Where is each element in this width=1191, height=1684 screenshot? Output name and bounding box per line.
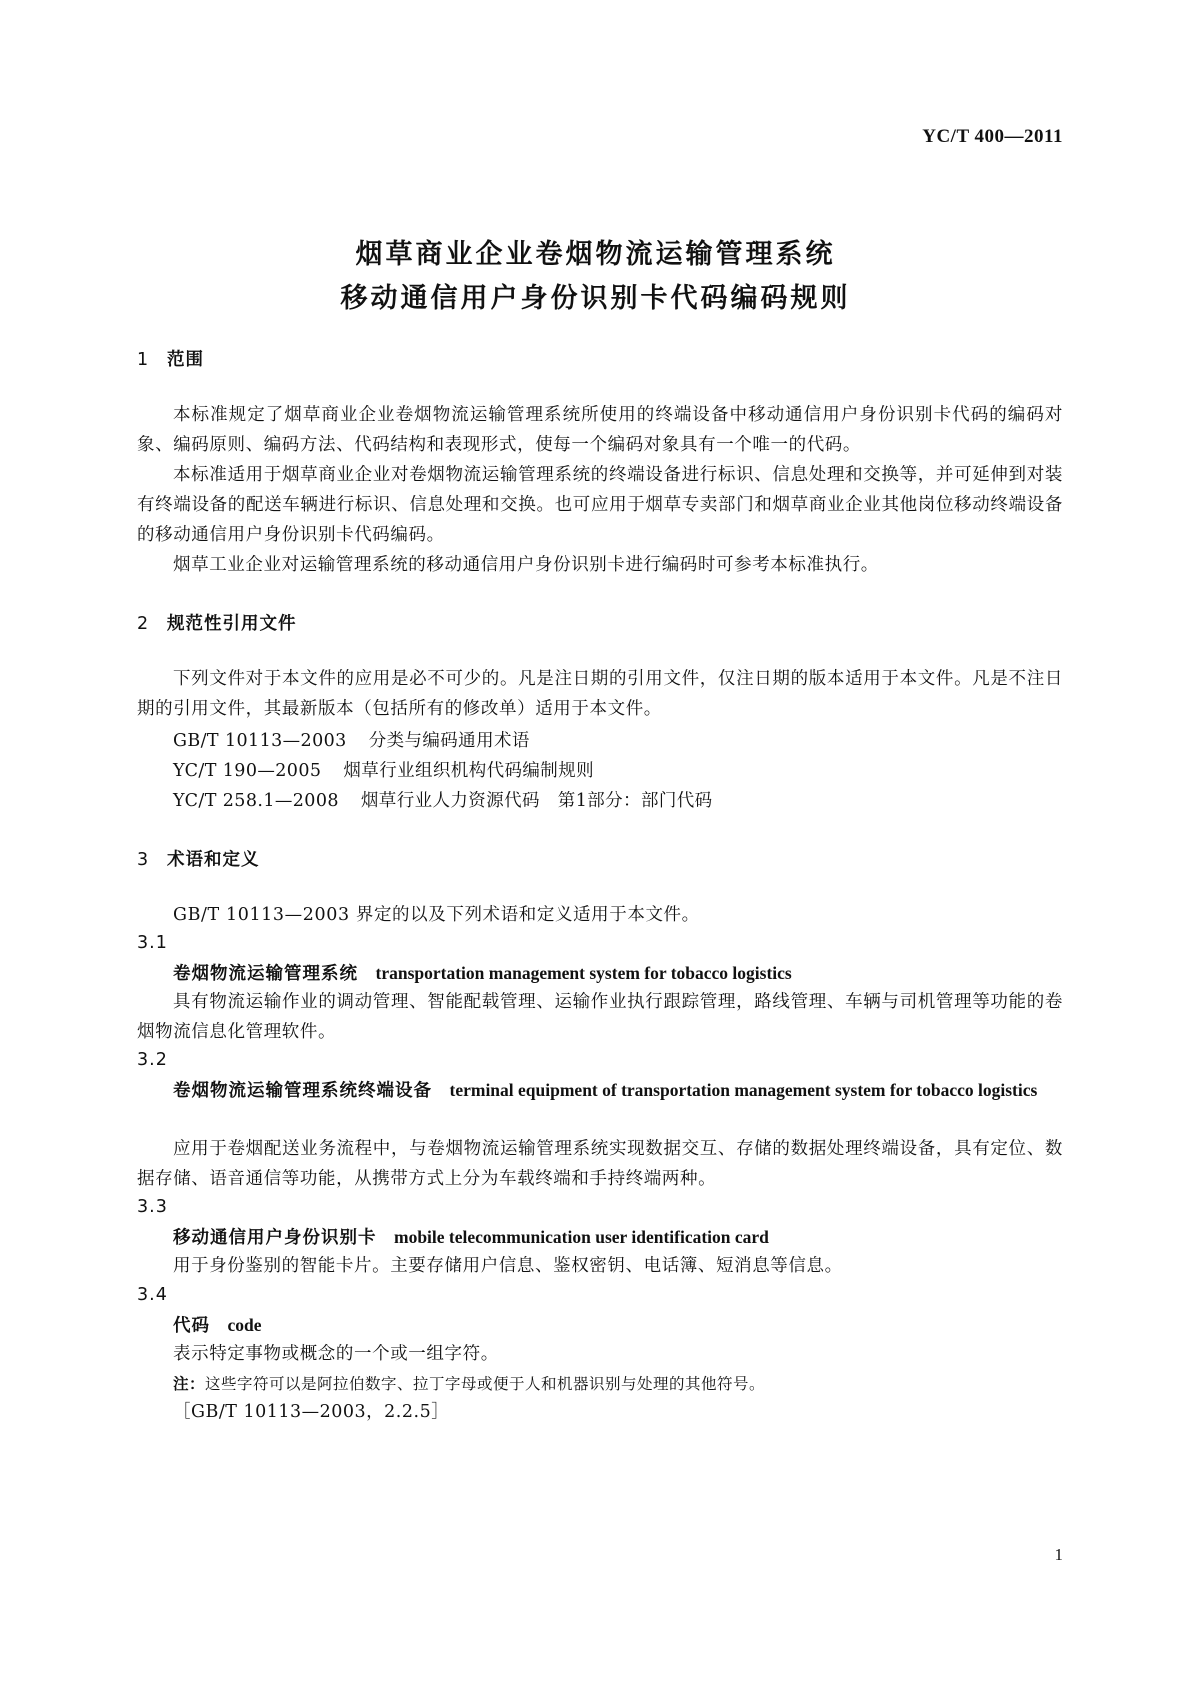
- reference-code: GB/T 10113—2003: [173, 731, 347, 751]
- reference-item: [173, 727, 530, 752]
- section-title: 规范性引用文件: [167, 614, 297, 634]
- term-english: code: [227, 1315, 262, 1335]
- section-1-paragraph-1: 本标准规定了烟草商业企业卷烟物流运输管理系统所使用的终端设备中移动通信用户身份识别卡代码的编码对象、编码原则、编码方法、代码结构和表现形式，使每一个编码对象具有一个唯一的代码。: [137, 405, 1063, 455]
- term-english: terminal equipment of transportation management system for tobacco logistics: [449, 1080, 1038, 1100]
- section-2-paragraph-1: 下列文件对于本文件的应用是必不可少的。凡是注日期的引用文件，仅注日期的版本适用于本文件。凡是不注日期的引用文件，其最新版本（包括所有的修改单）适用于本文件。: [137, 669, 1063, 719]
- document-title-line1: 烟草商业企业卷烟物流运输管理系统: [355, 239, 836, 270]
- term-heading: [137, 1222, 1063, 1253]
- reference-title: 烟草行业人力资源代码 第1部分：部门代码: [360, 791, 713, 811]
- term-heading: [137, 1075, 1063, 1106]
- term-definition: 具有物流运输作业的调动管理、智能配载管理、运输作业执行跟踪管理，路线管理、车辆与司机管理等功能的卷烟物流信息化管理软件。: [137, 992, 1063, 1042]
- term-heading: [137, 1310, 1063, 1341]
- term-definition: 应用于卷烟配送业务流程中，与卷烟物流运输管理系统实现数据交互、存储的数据处理终端设备，具有定位、数据存储、语音通信等功能，从携带方式上分为车载终端和手持终端两种。: [137, 1139, 1063, 1189]
- section-1-paragraph-3: 烟草工业企业对运输管理系统的移动通信用户身份识别卡进行编码时可参考本标准执行。: [173, 555, 879, 575]
- reference-code: YC/T 190—2005: [173, 761, 322, 781]
- term-source: ［GB/T 10113—2003，2.2.5］: [173, 1402, 450, 1422]
- term-number: 3.3: [137, 1197, 168, 1217]
- term-number: 3.4: [137, 1285, 168, 1305]
- reference-title: 分类与编码通用术语: [368, 731, 530, 751]
- note-label: 注：: [173, 1375, 206, 1393]
- term-english: mobile telecommunication user identification card: [394, 1227, 769, 1247]
- term-english: transportation management system for tobacco logistics: [375, 963, 792, 983]
- section-number: 3: [137, 850, 150, 870]
- term-chinese: 代码: [173, 1316, 210, 1336]
- section-number: 2: [137, 614, 150, 634]
- term-definition: 表示特定事物或概念的一个或一组字符。: [173, 1344, 499, 1364]
- section-3-heading: [137, 846, 260, 871]
- term-note: [173, 1372, 765, 1394]
- reference-title: 烟草行业组织机构代码编制规则: [343, 761, 595, 781]
- section-number: 1: [137, 350, 150, 370]
- term-chinese: 卷烟物流运输管理系统终端设备: [173, 1081, 432, 1101]
- note-text: 这些字符可以是阿拉伯数字、拉丁字母或便于人和机器识别与处理的其他符号。: [205, 1375, 766, 1393]
- section-title: 术语和定义: [167, 850, 260, 870]
- reference-item: [173, 787, 713, 812]
- term-number: 3.2: [137, 1050, 168, 1070]
- term-chinese: 卷烟物流运输管理系统: [173, 964, 358, 984]
- section-2-heading: [137, 610, 297, 635]
- section-1-heading: [137, 346, 204, 371]
- section-3-paragraph-1: GB/T 10113—2003 界定的以及下列术语和定义适用于本文件。: [173, 905, 700, 925]
- reference-item: [173, 757, 594, 782]
- term-heading: [137, 958, 1063, 989]
- section-1-paragraph-2: 本标准适用于烟草商业企业对卷烟物流运输管理系统的终端设备进行标识、信息处理和交换等，并可延伸到对装有终端设备的配送车辆进行标识、信息处理和交换。也可应用于烟草专卖部门和烟草商业企业其他岗位移动终端设备的移动通信用户身份识别卡代码编码。: [137, 465, 1063, 545]
- reference-code: YC/T 258.1—2008: [173, 791, 339, 811]
- document-title-line2: 移动通信用户身份识别卡代码编码规则: [340, 283, 851, 314]
- term-chinese: 移动通信用户身份识别卡: [173, 1228, 377, 1248]
- section-title: 范围: [167, 350, 204, 370]
- standard-code: YC/T 400—2011: [922, 126, 1063, 147]
- term-number: 3.1: [137, 933, 168, 953]
- page-number: 1: [1054, 1545, 1063, 1564]
- term-definition: 用于身份鉴别的智能卡片。主要存储用户信息、鉴权密钥、电话簿、短消息等信息。: [173, 1256, 843, 1276]
